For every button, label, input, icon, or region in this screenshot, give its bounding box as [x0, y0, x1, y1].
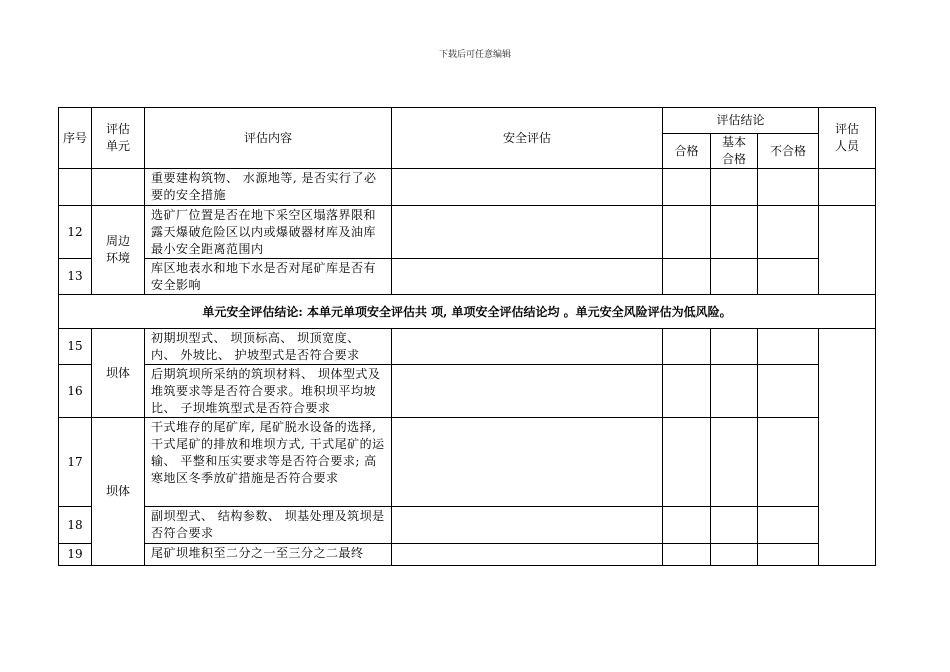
table-row [59, 418, 876, 507]
header-unit: 评估单元 [92, 108, 145, 169]
row-safety-cell [392, 169, 663, 206]
row-basic-pass-cell [711, 418, 758, 507]
row-pass-cell [663, 259, 711, 295]
table-row [59, 206, 876, 259]
row-basic-pass-cell [711, 365, 758, 418]
table-row [59, 365, 876, 418]
row-content: 库区地表水和地下水是否对尾矿库是否有安全影响 [145, 259, 392, 295]
row-pass-cell [663, 365, 711, 418]
row-fail-cell [758, 329, 819, 365]
header-conclusion: 评估结论 [663, 108, 819, 134]
row-content: 尾矿坝堆积至二分之一至三分之二最终 [145, 544, 392, 566]
row-content: 选矿厂位置是否在地下采空区塌落界限和露天爆破危险区以内或爆破器材库及油库最小安全距离范围内 [145, 206, 392, 259]
row-seq [59, 169, 92, 206]
row-content: 副坝型式、 结构参数、 坝基处理及筑坝是否符合要求 [145, 507, 392, 544]
row-pass-cell [663, 507, 711, 544]
summary-row [59, 295, 876, 329]
row-unit-empty [92, 169, 145, 206]
row-seq: 17 [59, 418, 92, 507]
row-seq: 13 [59, 259, 92, 295]
row-fail-cell [758, 169, 819, 206]
row-pass-cell [663, 418, 711, 507]
row-safety-cell [392, 418, 663, 507]
row-fail-cell [758, 206, 819, 259]
row-fail-cell [758, 365, 819, 418]
row-pass-cell [663, 329, 711, 365]
row-pass-cell [663, 169, 711, 206]
header-assessor: 评估人员 [819, 108, 876, 169]
unit-dam: 坝体 [92, 329, 145, 418]
header-fail: 不合格 [758, 134, 819, 169]
row-safety-cell [392, 365, 663, 418]
row-basic-pass-cell [711, 259, 758, 295]
row-fail-cell [758, 544, 819, 566]
row-content: 干式堆存的尾矿库, 尾矿脱水设备的选择, 干式尾矿的排放和堆坝方式, 干式尾矿的运输、 平整和压实要求等是否符合要求; 高寒地区冬季放矿措施是否符合要求 [145, 418, 392, 507]
table-row [59, 329, 876, 365]
row-content: 后期筑坝所采纳的筑坝材料、 坝体型式及堆筑要求等是否符合要求。堆积坝平均坡比、 子坝堆筑型式是否符合要求 [145, 365, 392, 418]
evaluation-table [58, 107, 876, 566]
row-basic-pass-cell [711, 507, 758, 544]
row-seq: 19 [59, 544, 92, 566]
header-basic-pass: 基本合格 [711, 134, 758, 169]
row-basic-pass-cell [711, 169, 758, 206]
row-pass-cell [663, 206, 711, 259]
row-basic-pass-cell [711, 329, 758, 365]
row-seq: 12 [59, 206, 92, 259]
header-seq: 序号 [59, 108, 92, 169]
table-row [59, 169, 876, 206]
row-fail-cell [758, 259, 819, 295]
row-assessor-cell [819, 329, 876, 566]
row-seq: 16 [59, 365, 92, 418]
unit-surroundings: 周边环境 [92, 206, 145, 295]
header-pass: 合格 [663, 134, 711, 169]
row-content: 重要建构筑物、 水源地等, 是否实行了必要的安全措施 [145, 169, 392, 206]
row-assessor-cell [819, 206, 876, 295]
row-safety-cell [392, 259, 663, 295]
row-fail-cell [758, 507, 819, 544]
row-safety-cell [392, 544, 663, 566]
unit-dam: 坝体 [92, 418, 145, 566]
header-content: 评估内容 [145, 108, 392, 169]
row-assessor-cell [819, 169, 876, 206]
row-content: 初期坝型式、 坝顶标高、 坝顶宽度、 内、 外坡比、 护坡型式是否符合要求 [145, 329, 392, 365]
row-pass-cell [663, 544, 711, 566]
header-safety: 安全评估 [392, 108, 663, 169]
table-row [59, 507, 876, 544]
row-basic-pass-cell [711, 544, 758, 566]
table-row [59, 259, 876, 295]
row-basic-pass-cell [711, 206, 758, 259]
table-row [59, 544, 876, 566]
row-safety-cell [392, 206, 663, 259]
row-safety-cell [392, 507, 663, 544]
row-seq: 18 [59, 507, 92, 544]
unit-conclusion-summary: 单元安全评估结论: 本单元单项安全评估共 项, 单项安全评估结论均 。单元安全风险评估为低风险。 [59, 295, 876, 329]
header-note: 下载后可任意编辑 [438, 50, 511, 60]
row-safety-cell [392, 329, 663, 365]
row-seq: 15 [59, 329, 92, 365]
row-fail-cell [758, 418, 819, 507]
